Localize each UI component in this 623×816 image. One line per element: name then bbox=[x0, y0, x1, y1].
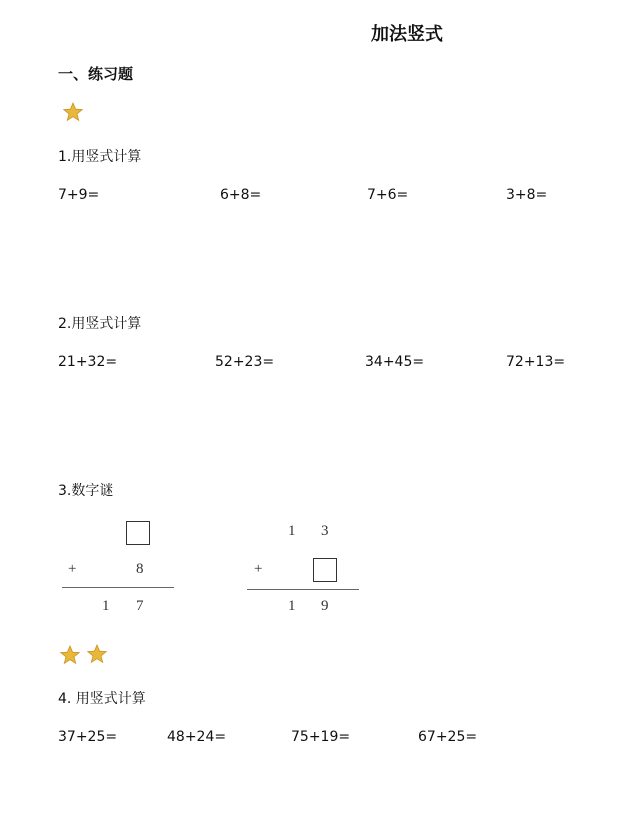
star-icon bbox=[60, 645, 80, 665]
sum-tens-digit: 1 bbox=[102, 598, 110, 614]
question-3-label: 3.数字谜 bbox=[58, 483, 114, 499]
question-4-label: 4. 用竖式计算 bbox=[58, 691, 146, 707]
star-icon bbox=[63, 102, 83, 122]
problem-1-4: 3+8= bbox=[506, 187, 548, 203]
addend-digit: 8 bbox=[136, 561, 144, 577]
blank-box[interactable] bbox=[313, 558, 337, 582]
sum-ones-digit: 9 bbox=[321, 598, 329, 614]
problem-4-2: 48+24= bbox=[167, 729, 227, 745]
sum-line bbox=[62, 587, 174, 588]
problem-1-1: 7+9= bbox=[58, 187, 100, 203]
top-tens-digit: 1 bbox=[288, 523, 296, 539]
page-title: 加法竖式 bbox=[371, 24, 443, 45]
sum-tens-digit: 1 bbox=[288, 598, 296, 614]
sum-ones-digit: 7 bbox=[136, 598, 144, 614]
question-1-label: 1.用竖式计算 bbox=[58, 149, 142, 165]
sum-line bbox=[247, 589, 359, 590]
problem-2-2: 52+23= bbox=[215, 354, 275, 370]
problem-4-3: 75+19= bbox=[291, 729, 351, 745]
problem-2-4: 72+13= bbox=[506, 354, 566, 370]
problem-2-1: 21+32= bbox=[58, 354, 118, 370]
problem-1-2: 6+8= bbox=[220, 187, 262, 203]
blank-box[interactable] bbox=[126, 521, 150, 545]
star-icon bbox=[87, 644, 107, 664]
plus-sign: + bbox=[68, 561, 77, 577]
plus-sign: + bbox=[254, 561, 263, 577]
section-heading: 一、练习题 bbox=[58, 65, 134, 83]
problem-4-1: 37+25= bbox=[58, 729, 118, 745]
problem-4-4: 67+25= bbox=[418, 729, 478, 745]
problem-1-3: 7+6= bbox=[367, 187, 409, 203]
question-2-label: 2.用竖式计算 bbox=[58, 316, 142, 332]
top-ones-digit: 3 bbox=[321, 523, 329, 539]
problem-2-3: 34+45= bbox=[365, 354, 425, 370]
